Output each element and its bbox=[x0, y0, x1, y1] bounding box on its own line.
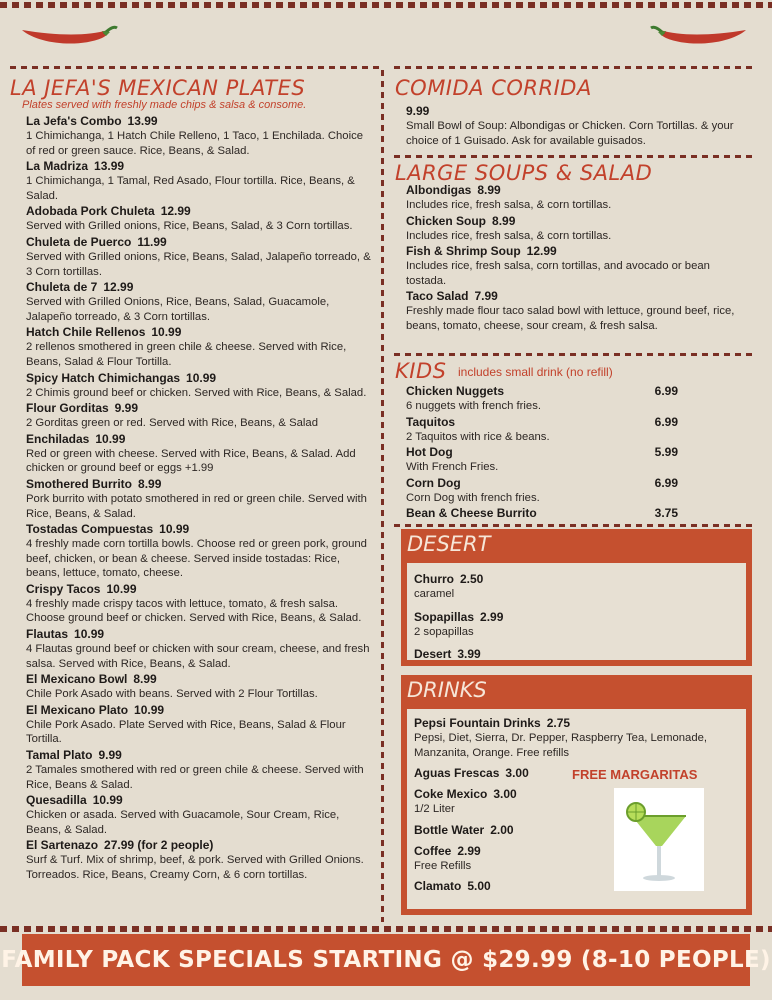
item-price: 5.99 bbox=[654, 445, 678, 460]
item-price: 6.99 bbox=[654, 475, 678, 490]
menu-item bbox=[26, 582, 372, 626]
comida-price: 9.99 bbox=[406, 104, 430, 118]
item-price: 13.99 bbox=[94, 159, 125, 174]
bottom-dashed-border bbox=[0, 926, 772, 932]
menu-item bbox=[406, 289, 752, 333]
item-description: 2 sopapillas bbox=[414, 625, 474, 638]
item-price: 6.99 bbox=[654, 384, 678, 398]
item-price: 2.00 bbox=[490, 822, 514, 837]
item-description: Served with Grilled Onions, Rice, Beans, Salad, Guacamole, Jalapeño torreado, & 3 Corn tortillas. bbox=[26, 296, 330, 323]
item-description: 2 rellenos smothered in green chile & cheese. Served with Rice, Beans, Salad & Flour Tortilla. bbox=[26, 341, 347, 368]
kids-note: includes small drink (no refill) bbox=[458, 365, 613, 379]
family-pack-banner bbox=[1, 934, 771, 986]
item-description: 4 Flautas ground beef or chicken with sour cream, cheese, and fresh salsa. Served with Rice, Beans, & Salad. bbox=[26, 643, 370, 670]
kids-title: KIDS bbox=[395, 359, 447, 383]
item-description: 2 Chimis ground beef or chicken. Served with Rice, Beans, & Salad. bbox=[26, 386, 367, 399]
item-price: 8.99 bbox=[133, 672, 157, 687]
item-description: Includes rice, fresh salsa, corn tortillas, and avocado or bean tostada. bbox=[406, 260, 710, 287]
item-description: 4 freshly made crispy tacos with lettuce, tomato, & fresh salsa. Choose ground beef or chicken. Served with Rice, Beans, & Salad. bbox=[26, 597, 362, 625]
item-name: Enchiladas 10.99 bbox=[26, 431, 126, 446]
item-name: Chicken Nuggets bbox=[406, 384, 505, 398]
item-name: Spicy Hatch Chimichangas 10.99 bbox=[26, 370, 217, 385]
column-divider bbox=[381, 70, 384, 922]
plates-subtitle: Plates served with freshly made chips & salsa & consome. bbox=[22, 99, 307, 111]
item-description: Red or green with cheese. Served with Rice, Beans, & Salad. Add chicken or ground beef or eggs +1.99 bbox=[26, 447, 356, 475]
item-price: 10.99 bbox=[92, 793, 123, 808]
item-price: 27.99 (for 2 people) bbox=[104, 838, 214, 853]
kids-list bbox=[406, 384, 678, 522]
item-description: 2 Taquitos with rice & beans. bbox=[406, 430, 550, 443]
free-margaritas-label: FREE MARGARITAS bbox=[572, 767, 698, 782]
item-name: Desert 3.99 bbox=[414, 647, 481, 662]
item-price: 3.00 bbox=[493, 787, 517, 802]
right-header-rule bbox=[394, 66, 756, 69]
comida-description: Small Bowl of Soup: Albondigas or Chicken. Corn Tortillas. & your choice of 1 Guisado. Ask for available guisados. bbox=[406, 120, 734, 147]
item-name: La Jefa's Combo 13.99 bbox=[26, 114, 158, 128]
item-description: Chicken or asada. Served with Guacamole, Sour Cream, Rice, Beans, & Salad. bbox=[26, 809, 340, 836]
item-name: Quesadilla 10.99 bbox=[26, 793, 123, 808]
menu-item bbox=[26, 235, 372, 279]
item-name: Adobada Pork Chuleta 12.99 bbox=[26, 204, 191, 219]
item-price: 8.99 bbox=[492, 213, 516, 228]
item-name: Sopapillas 2.99 bbox=[414, 609, 504, 624]
item-description: With French Fries. bbox=[406, 461, 499, 474]
menu-item bbox=[26, 114, 372, 158]
item-description: caramel bbox=[414, 588, 455, 600]
menu-item bbox=[414, 716, 742, 760]
menu-item bbox=[26, 627, 372, 671]
item-name: Fish & Shrimp Soup 12.99 bbox=[406, 244, 557, 259]
menu-item bbox=[26, 432, 372, 476]
margarita-glass-icon bbox=[614, 788, 704, 891]
menu-item bbox=[414, 572, 734, 602]
menu-item bbox=[26, 325, 372, 369]
menu-item bbox=[26, 159, 372, 203]
item-description: Served with Grilled onions, Rice, Beans, Salad, Jalapeño torreado, & 3 Corn tortillas. bbox=[26, 250, 371, 278]
item-price: 3.99 bbox=[457, 647, 481, 662]
drinks-title: DRINKS bbox=[407, 678, 487, 702]
item-name: Hot Dog bbox=[406, 445, 453, 460]
item-price: 10.99 bbox=[186, 370, 217, 385]
item-description: Includes rice, fresh salsa, & corn tortillas. bbox=[406, 199, 612, 211]
item-name: Crispy Tacos 10.99 bbox=[26, 581, 137, 596]
top-dashed-border bbox=[0, 2, 772, 8]
item-name: Bottle Water 2.00 bbox=[414, 822, 514, 837]
chile-pepper-icon bbox=[650, 22, 750, 52]
item-description: Chile Pork Asado with beans. Served with 2 Flour Tortillas. bbox=[26, 688, 318, 701]
item-description: Served with Grilled onions, Rice, Beans, Salad, & 3 Corn tortillas. bbox=[26, 220, 353, 233]
comida-title: COMIDA CORRIDA bbox=[395, 76, 592, 100]
item-name: Chuleta de Puerco 11.99 bbox=[26, 234, 167, 249]
item-name: Clamato 5.00 bbox=[414, 879, 491, 894]
item-price: 10.99 bbox=[106, 581, 137, 596]
item-price: 7.99 bbox=[474, 289, 498, 304]
left-header-rule bbox=[10, 66, 382, 69]
item-name: El Mexicano Bowl 8.99 bbox=[26, 672, 157, 687]
item-price: 8.99 bbox=[138, 476, 162, 491]
plates-title: LA JEFA'S MEXICAN PLATES bbox=[10, 76, 306, 100]
item-name: Coffee 2.99 bbox=[414, 843, 481, 858]
item-description: Surf & Turf. Mix of shrimp, beef, & pork. Served with Grilled Onions. Torreados. Rice, Beans, Creamy Corn, & 6 corn tortillas. bbox=[26, 854, 364, 881]
menu-item bbox=[26, 477, 372, 521]
item-description: Freshly made flour taco salad bowl with lettuce, ground beef, rice, beans, tomato, cheese, sour cream, & fresh salsa. bbox=[406, 305, 735, 332]
menu-item bbox=[26, 703, 372, 747]
item-name: Taquitos bbox=[406, 414, 456, 429]
kids-item bbox=[406, 506, 678, 521]
item-price: 3.00 bbox=[505, 766, 529, 781]
item-price: 10.99 bbox=[95, 431, 126, 446]
item-name: Smothered Burrito 8.99 bbox=[26, 476, 162, 491]
item-name: Coke Mexico 3.00 bbox=[414, 787, 517, 802]
soups-list bbox=[406, 183, 752, 335]
item-price: 2.50 bbox=[460, 572, 484, 586]
menu-item bbox=[26, 838, 372, 882]
item-price: 10.99 bbox=[151, 325, 182, 340]
item-description: Pork burrito with potato smothered in red or green chile. Served with Rice, Beans, & Salad. bbox=[26, 492, 367, 520]
item-price: 10.99 bbox=[134, 702, 165, 717]
menu-item bbox=[26, 748, 372, 792]
item-price: 9.99 bbox=[114, 401, 139, 416]
menu-item bbox=[26, 280, 372, 324]
comida-divider bbox=[394, 155, 756, 158]
item-price: 9.99 bbox=[98, 748, 122, 763]
chile-pepper-icon bbox=[18, 22, 118, 52]
item-name: Chuleta de 7 12.99 bbox=[26, 280, 134, 295]
item-price: 11.99 bbox=[137, 234, 167, 249]
item-description: 1/2 Liter bbox=[414, 803, 455, 816]
kids-item-row bbox=[406, 415, 678, 430]
item-name: La Madriza 13.99 bbox=[26, 159, 125, 174]
item-name: Taco Salad 7.99 bbox=[406, 289, 498, 304]
item-name: El Sartenazo 27.99 (for 2 people) bbox=[26, 838, 214, 853]
kids-item bbox=[406, 415, 678, 445]
menu-item bbox=[414, 647, 734, 662]
item-price: 2.99 bbox=[457, 843, 481, 858]
item-description: 2 Gorditas green or red. Served with Rice, Beans, & Salad bbox=[26, 417, 318, 430]
desert-panel bbox=[401, 529, 752, 666]
item-name: Churro 2.50 bbox=[414, 572, 484, 586]
item-price: 8.99 bbox=[477, 183, 501, 197]
item-description: Pepsi, Diet, Sierra, Dr. Pepper, Raspberry Tea, Lemonade, Manzanita, Orange. Free refills bbox=[414, 732, 708, 759]
menu-item bbox=[26, 672, 372, 702]
item-description: Corn Dog with french fries. bbox=[406, 491, 540, 504]
item-price: 10.99 bbox=[74, 627, 105, 642]
menu-item bbox=[406, 244, 752, 288]
kids-item-row bbox=[406, 506, 678, 521]
kids-divider bbox=[394, 524, 756, 527]
desert-list bbox=[414, 572, 734, 670]
menu-item bbox=[406, 183, 752, 213]
item-price: 6.99 bbox=[654, 414, 678, 429]
menu-item bbox=[26, 401, 372, 431]
item-price: 2.75 bbox=[546, 716, 571, 730]
kids-item-row bbox=[406, 476, 678, 491]
item-description: Free Refills bbox=[414, 859, 472, 872]
item-price: 12.99 bbox=[526, 244, 557, 259]
item-name: Albondigas 8.99 bbox=[406, 183, 501, 197]
item-description: Includes rice, fresh salsa, & corn tortillas. bbox=[406, 229, 612, 242]
soups-title: LARGE SOUPS & SALAD bbox=[395, 161, 653, 185]
desert-box bbox=[407, 563, 746, 660]
item-name: Tostadas Compuestas 10.99 bbox=[26, 522, 190, 537]
item-name: Flautas 10.99 bbox=[26, 627, 105, 642]
kids-item bbox=[406, 445, 678, 475]
item-name: Bean & Cheese Burrito bbox=[406, 506, 537, 521]
menu-item bbox=[26, 204, 372, 234]
item-price: 3.75 bbox=[654, 506, 678, 521]
item-description: 6 nuggets with french fries. bbox=[406, 400, 542, 412]
item-description: Chile Pork Asado. Plate Served with Rice, Beans, Salad & Flour Tortilla. bbox=[26, 718, 346, 746]
item-price: 2.99 bbox=[480, 609, 504, 624]
item-name: Tamal Plato 9.99 bbox=[26, 748, 122, 763]
kids-item-row bbox=[406, 445, 678, 460]
kids-item bbox=[406, 384, 678, 414]
menu-item bbox=[406, 214, 752, 244]
menu-item bbox=[414, 610, 734, 640]
item-name: Pepsi Fountain Drinks 2.75 bbox=[414, 716, 571, 730]
item-description: 1 Chimichanga, 1 Tamal, Red Asado, Flour tortilla. Rice, Beans, & Salad. bbox=[26, 175, 355, 202]
comida-block bbox=[406, 104, 752, 148]
item-price: 13.99 bbox=[127, 114, 158, 128]
item-description: 1 Chimichanga, 1 Hatch Chile Relleno, 1 Taco, 1 Enchilada. Choice of red or green sauce. Rice, Beans, & Salad. bbox=[26, 130, 364, 157]
item-description: 2 Tamales smothered with red or green chile & cheese. Served with Rice, Beans & Salad. bbox=[26, 764, 364, 791]
plates-list bbox=[26, 114, 372, 884]
item-price: 10.99 bbox=[159, 522, 190, 537]
item-name: Hatch Chile Rellenos 10.99 bbox=[26, 325, 182, 340]
item-name: Corn Dog bbox=[406, 475, 461, 490]
item-price: 12.99 bbox=[103, 280, 134, 295]
menu-item bbox=[26, 371, 372, 401]
item-name: Chicken Soup 8.99 bbox=[406, 213, 516, 228]
menu-item bbox=[26, 522, 372, 581]
item-price: 12.99 bbox=[160, 204, 191, 219]
banner-text: FAMILY PACK SPECIALS STARTING @ $29.99 (8-10 PEOPLE) bbox=[1, 947, 771, 973]
kids-item-row bbox=[406, 384, 678, 399]
item-name: El Mexicano Plato 10.99 bbox=[26, 702, 165, 717]
item-name: Flour Gorditas 9.99 bbox=[26, 401, 139, 416]
item-name: Aguas Frescas 3.00 bbox=[414, 766, 529, 781]
menu-item bbox=[26, 793, 372, 837]
desert-title: DESERT bbox=[407, 532, 491, 556]
soups-divider bbox=[394, 353, 756, 356]
item-price: 5.00 bbox=[467, 879, 491, 894]
item-description: 4 freshly made corn tortilla bowls. Choose red or green pork, ground beef, chicken, or bean & cheese. Served inside tostadas: Rice, beans, lettuce, tomato, cheese. bbox=[26, 538, 367, 580]
kids-item bbox=[406, 476, 678, 506]
